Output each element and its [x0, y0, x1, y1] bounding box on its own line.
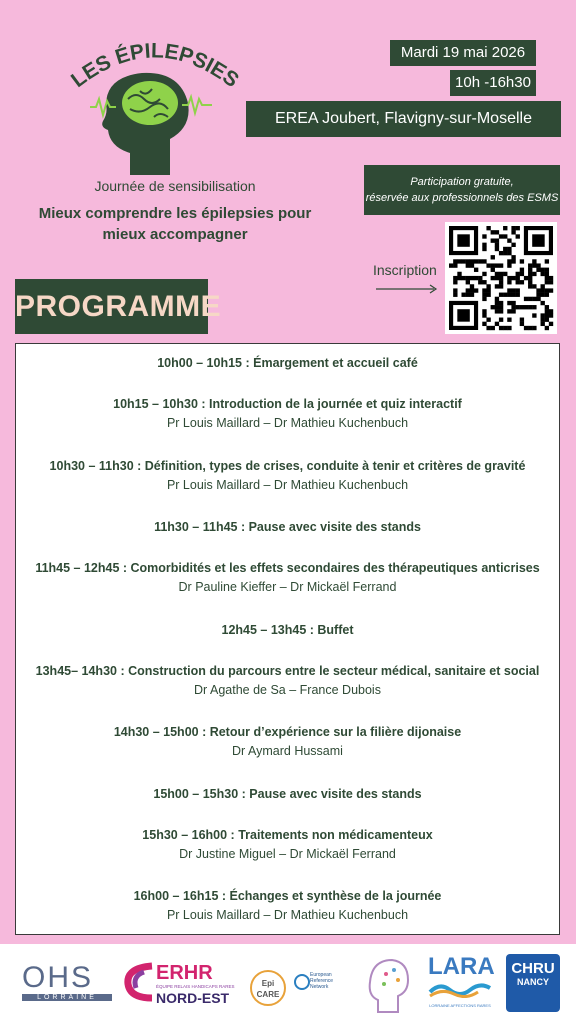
- epicare-logo: Epi CARE: [250, 970, 286, 1006]
- lara-logo: [428, 953, 495, 1008]
- chru-text: CHRU: [511, 960, 555, 977]
- program-item-speakers: Dr Pauline Kieffer – Dr Mickaël Ferrand: [178, 580, 397, 594]
- program-item-title: 10h15 – 10h30 : Introduction de la journée et quiz interactif: [113, 397, 462, 411]
- erhr-logo-sub: ÉQUIPE RELAIS HANDICAPS RARES: [156, 984, 235, 989]
- ohs-logo-sub: LORRAINE: [22, 994, 112, 1001]
- program-item: [16, 787, 559, 801]
- program-item-title: 11h45 – 12h45 : Comorbidités et les effets secondaires des thérapeutiques anticrises: [35, 561, 540, 575]
- program-item: [16, 725, 559, 758]
- lara-wave-icon: [428, 980, 492, 998]
- program-item-title: 12h45 – 13h45 : Buffet: [221, 623, 354, 637]
- tagline-line1: Mieux comprendre les épilepsies pour: [38, 205, 312, 222]
- ohs-logo: [22, 962, 112, 1001]
- program-item: [16, 356, 559, 370]
- program-item-title: 13h45– 14h30 : Construction du parcours entre le secteur médical, sanitaire et social: [35, 664, 540, 678]
- program-item-title: 15h30 – 16h00 : Traitements non médicamenteux: [142, 828, 433, 842]
- programme-heading: PROGRAMME: [15, 279, 208, 334]
- ern-line1: European: [310, 972, 332, 978]
- program-item-title: 16h00 – 16h15 : Échanges et synthèse de la journée: [133, 889, 442, 903]
- program-item: [16, 561, 559, 594]
- program-item: [16, 664, 559, 697]
- tagline: [30, 203, 320, 245]
- program-item-title: 14h30 – 15h00 : Retour d’expérience sur la filière dijonaise: [113, 725, 462, 739]
- lara-logo-text: LARA: [428, 953, 495, 980]
- arrow-right-icon: [376, 284, 438, 294]
- tagline-line2: mieux accompagner: [102, 226, 248, 243]
- event-time: 10h -16h30: [450, 70, 536, 96]
- program-item-speakers: Dr Justine Miguel – Dr Mickaël Ferrand: [179, 847, 396, 861]
- program-item: [16, 623, 559, 637]
- ern-line3: Network: [310, 984, 329, 990]
- erhr-mark-icon: [122, 962, 156, 1002]
- program-item-speakers: Pr Louis Maillard – Dr Mathieu Kuchenbuch: [166, 416, 409, 430]
- program-item-title: 15h00 – 15h30 : Pause avec visite des stands: [153, 787, 422, 801]
- centre-reference-logo: [364, 952, 414, 1016]
- program-item-title: 10h30 – 11h30 : Définition, types de crises, conduite à tenir et critères de gravité: [49, 459, 526, 473]
- participation-line2: réservée aux professionnels des ESMS: [365, 192, 559, 204]
- erhr-logo-text: ERHR: [156, 962, 213, 984]
- subtitle: Journée de sensibilisation: [94, 178, 256, 194]
- program-item: [16, 520, 559, 534]
- head-profile-icon: [364, 952, 414, 1016]
- footer-logos: [0, 944, 576, 1024]
- program-item: [16, 459, 559, 492]
- inscription-label: Inscription: [373, 262, 437, 278]
- logo-title: ES ÉPILEPSIE: [78, 39, 231, 85]
- program-item-speakers: Pr Louis Maillard – Dr Mathieu Kuchenbuch: [166, 478, 409, 492]
- program-item-title: 10h00 – 10h15 : Émargement et accueil café: [157, 356, 418, 370]
- program-item-speakers: Dr Agathe de Sa – France Dubois: [194, 683, 381, 697]
- chru-logo: [506, 954, 560, 1012]
- erhr-region: NORD-EST: [156, 990, 230, 1006]
- program-panel: [15, 343, 560, 935]
- chru-city: NANCY: [516, 977, 549, 987]
- program-item-title: 11h30 – 11h45 : Pause avec visite des stands: [154, 520, 421, 534]
- qr-code[interactable]: [445, 222, 557, 334]
- program-item: [16, 889, 559, 922]
- lara-sub: LORRAINE AFFECTIONS RARES: [429, 1003, 491, 1008]
- program-item: [16, 828, 559, 861]
- event-place: EREA Joubert, Flavigny-sur-Moselle: [246, 101, 561, 137]
- event-date: Mardi 19 mai 2026: [390, 40, 536, 66]
- epilepsy-logo: [70, 35, 240, 175]
- ohs-logo-text: OHS: [22, 961, 94, 994]
- participation-note: [364, 165, 560, 215]
- program-item: [16, 397, 559, 430]
- ern-globe-icon: [294, 974, 310, 990]
- ern-line2: Reference: [310, 978, 334, 984]
- program-item-speakers: Pr Louis Maillard – Dr Mathieu Kuchenbuch: [166, 908, 409, 922]
- program-item-speakers: Dr Aymard Hussami: [232, 744, 343, 758]
- participation-line1: Participation gratuite,: [410, 176, 514, 188]
